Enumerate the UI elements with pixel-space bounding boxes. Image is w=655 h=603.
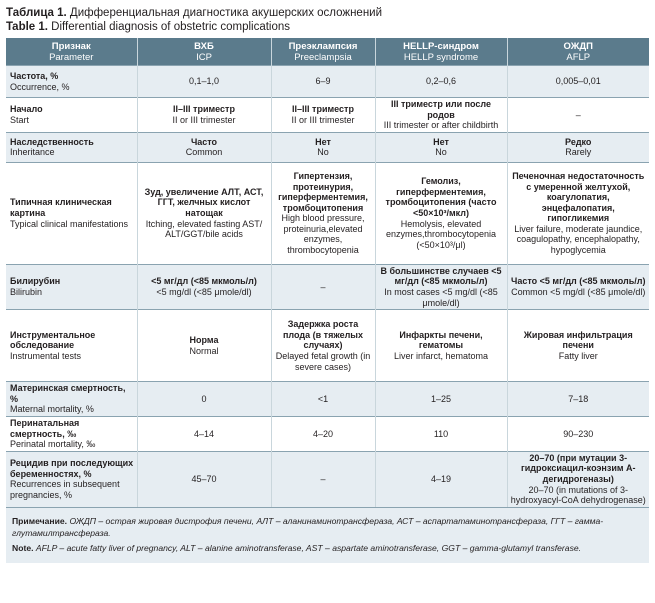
parameter-en: Bilirubin — [10, 286, 43, 297]
value-en: No — [435, 147, 447, 158]
value-cell — [271, 416, 375, 451]
column-header-ru: HELLP-синдром — [403, 40, 479, 52]
parameter-cell — [6, 264, 137, 309]
value-cell — [271, 66, 375, 98]
column-header — [6, 38, 137, 66]
title-ru — [6, 6, 649, 20]
value-en: High blood pressure, proteinuria,elevated enzymes, thrombocytopenia — [281, 213, 365, 256]
value-cell — [271, 382, 375, 417]
column-header-ru: Преэклампсия — [288, 40, 358, 52]
parameter-cell — [6, 416, 137, 451]
column-header-ru: ВХБ — [194, 40, 214, 52]
value-cell — [507, 310, 649, 382]
value-ru: 6–9 — [315, 76, 331, 87]
value-cell — [375, 132, 507, 162]
table-row — [6, 310, 649, 382]
value-ru: 0,005–0,01 — [555, 76, 601, 87]
value-ru: – — [320, 473, 326, 484]
value-cell — [271, 451, 375, 506]
value-ru: Часто — [190, 136, 218, 147]
value-cell — [137, 66, 271, 98]
value-en: Itching, elevated fasting AST/ ALT/GGT/bile acids — [145, 218, 263, 240]
note-en-label: Note. — [12, 542, 34, 553]
parameter-ru: Начало — [10, 104, 43, 115]
value-ru: 0 — [201, 393, 207, 404]
column-header-en: Parameter — [49, 51, 94, 63]
parameter-ru: Билирубин — [10, 276, 61, 287]
table-row — [6, 264, 649, 309]
value-en: In most cases <5 mg/dl (<85 μmole/dl) — [384, 286, 498, 308]
value-ru: – — [575, 109, 581, 120]
value-ru: Жировая инфильтрация печени — [523, 329, 633, 351]
value-cell — [271, 310, 375, 382]
value-cell — [271, 132, 375, 162]
value-cell — [137, 310, 271, 382]
parameter-cell — [6, 98, 137, 133]
parameter-ru: Инструментальное обследование — [10, 329, 96, 351]
parameter-ru: Наследственность — [10, 136, 94, 147]
parameter-ru: Перинатальная смертность, ‰ — [10, 417, 80, 439]
value-cell — [137, 416, 271, 451]
column-header — [137, 38, 271, 66]
value-ru: Гипертензия, протеинурия, гиперферментемия, тромбоцитопения — [278, 170, 368, 213]
value-en: Liver failure, moderate jaundice, coagulopathy, encephalopathy, hypoglycemia — [514, 223, 643, 256]
parameter-en: Occurrence, % — [10, 81, 70, 92]
parameter-cell — [6, 310, 137, 382]
table-row — [6, 382, 649, 417]
parameter-cell — [6, 66, 137, 98]
value-ru: – — [320, 281, 326, 292]
value-cell — [375, 162, 507, 264]
column-header-ru: ОЖДП — [563, 40, 593, 52]
value-en: III trimester or after childbirth — [383, 120, 499, 131]
value-cell — [375, 264, 507, 309]
parameter-cell — [6, 162, 137, 264]
value-cell — [375, 66, 507, 98]
parameter-ru: Рецидив при последующих беременностях, % — [10, 458, 134, 479]
value-ru: 1–25 — [430, 393, 452, 404]
column-header-en: ICP — [196, 51, 212, 63]
parameter-en: Maternal mortality, % — [10, 404, 94, 415]
value-cell — [507, 162, 649, 264]
title-en — [6, 20, 649, 34]
value-ru: Задержка роста плода (в тяжелых случаях) — [283, 319, 363, 351]
value-cell — [375, 451, 507, 506]
table-row — [6, 66, 649, 98]
value-en: Liver infarct, hematoma — [393, 350, 489, 361]
table-title — [6, 6, 649, 34]
value-cell — [507, 382, 649, 417]
value-ru: 90–230 — [563, 428, 594, 439]
value-ru: 4–19 — [430, 473, 452, 484]
value-en: <5 mg/dl (<85 μmole/dl) — [156, 286, 252, 297]
column-header-en: HELLP syndrome — [403, 51, 479, 63]
column-header-en: AFLP — [566, 51, 591, 63]
value-ru: 45–70 — [191, 473, 217, 484]
value-en: No — [317, 147, 329, 158]
value-cell — [271, 264, 375, 309]
value-ru: Зуд, увеличение АЛТ, АСТ, ГГТ, желчных кислот натощак — [144, 186, 264, 218]
column-header — [507, 38, 649, 66]
value-cell — [375, 416, 507, 451]
value-cell — [507, 416, 649, 451]
value-ru: 0,1–1,0 — [188, 76, 220, 87]
value-cell — [507, 98, 649, 133]
value-cell — [137, 98, 271, 133]
value-ru: 110 — [433, 428, 449, 439]
column-header-ru: Признак — [51, 40, 91, 52]
header-row — [6, 38, 649, 66]
parameter-ru: Частота, % — [10, 70, 59, 81]
value-ru: 4–20 — [312, 428, 334, 439]
note-en — [12, 542, 643, 554]
value-cell — [271, 162, 375, 264]
value-ru: 0,2–0,6 — [425, 76, 457, 87]
value-cell — [137, 264, 271, 309]
value-ru: 4–14 — [193, 428, 215, 439]
parameter-en: Recurrences in subsequent pregnancies, % — [10, 479, 120, 500]
value-cell — [137, 451, 271, 506]
parameter-cell — [6, 451, 137, 506]
parameter-en: Inheritance — [10, 147, 55, 158]
parameter-cell — [6, 132, 137, 162]
value-ru: В большинстве случаев <5 мг/дл (<85 мкмоль/л) — [380, 265, 502, 287]
column-header — [271, 38, 375, 66]
note-ru — [12, 515, 643, 539]
value-ru: III триместр или после родов — [390, 99, 492, 120]
value-ru: II–III триместр — [173, 104, 235, 115]
parameter-en: Instrumental tests — [10, 350, 82, 361]
value-cell — [137, 132, 271, 162]
table-row — [6, 416, 649, 451]
value-ru: Печеночная недостаточность с умеренной желтухой, коагулопатия, энцефалопатия, гипогликемия — [512, 170, 645, 224]
value-en: II or III trimester — [172, 114, 236, 125]
value-cell — [507, 451, 649, 506]
parameter-en: Perinatal mortality, ‰ — [10, 439, 96, 450]
table-row — [6, 132, 649, 162]
value-en: II or III trimester — [291, 114, 355, 125]
parameter-ru: Типичная клиническая картина — [10, 197, 112, 218]
value-cell — [137, 382, 271, 417]
value-en: Fatty liver — [558, 350, 598, 361]
value-en: Rarely — [565, 147, 592, 158]
note-ru-text: ОЖДП – острая жировая дистрофия печени, АЛТ – аланинаминотрансфераза, АСТ – аспартатаминотрансфераза, ГГТ – гамма-глутамилтрансфераза. — [12, 515, 604, 538]
value-cell — [507, 264, 649, 309]
value-ru: Часто <5 мг/дл (<85 мкмоль/л) — [511, 276, 646, 287]
parameter-en: Typical clinical manifestations — [10, 218, 129, 229]
value-ru: Редко — [565, 136, 592, 147]
parameter-cell — [6, 382, 137, 417]
note-ru-label: Примечание. — [12, 515, 68, 526]
value-ru: Нет — [315, 136, 331, 147]
value-ru: Норма — [189, 335, 219, 346]
value-en: Common — [185, 147, 223, 158]
note-en-text: AFLP – acute fatty liver of pregnancy, ALT – alanine aminotransferase, AST – aspartate aminotransferase, GGT – gamma-glutamyl transferase. — [35, 542, 582, 553]
value-en: 20–70 (in mutations of 3-hydroxyacyl-CoA dehydrogenase) — [510, 484, 646, 506]
value-ru: <5 мг/дл (<85 мкмоль/л) — [151, 276, 257, 287]
column-header — [375, 38, 507, 66]
value-cell — [507, 132, 649, 162]
value-cell — [375, 382, 507, 417]
table-body — [6, 66, 649, 507]
table-row — [6, 451, 649, 506]
value-en: Normal — [189, 345, 219, 356]
value-cell — [375, 310, 507, 382]
value-ru: <1 — [317, 393, 329, 404]
table-notes — [6, 507, 649, 563]
value-en: Hemolysis, elevated enzymes,thrombocytopenia (<50×10³/μl) — [385, 218, 497, 250]
value-ru: II–III триместр — [292, 104, 354, 115]
value-cell — [271, 98, 375, 133]
title-ru-number: Таблица 1. — [6, 7, 67, 19]
parameter-en: Start — [10, 114, 30, 125]
value-en: Delayed fetal growth (in severe cases) — [275, 350, 371, 372]
parameter-ru: Материнская смертность, % — [10, 383, 126, 404]
diagnosis-table — [6, 38, 649, 507]
value-ru: Инфаркты печени, гематомы — [399, 329, 483, 351]
value-cell — [137, 162, 271, 264]
column-header-en: Preeclampsia — [294, 51, 352, 63]
value-ru: 7–18 — [568, 393, 589, 404]
table-row — [6, 162, 649, 264]
value-cell — [375, 98, 507, 133]
value-ru: Гемолиз, гиперферментемия, тромбоцитопения (часто <50×10³/мкл) — [385, 176, 497, 218]
title-en-text: Differential diagnosis of obstetric complications — [51, 21, 291, 33]
table-row — [6, 98, 649, 133]
value-cell — [507, 66, 649, 98]
value-en: Common <5 mg/dl (<85 μmole/dl) — [511, 286, 646, 297]
value-ru: 20–70 (при мутации 3-гидроксиацил-коэнзим А-дегидрогеназы) — [520, 452, 636, 484]
title-ru-text: Дифференциальная диагностика акушерских осложнений — [69, 7, 383, 19]
value-ru: Нет — [433, 136, 449, 147]
title-en-number: Table 1. — [6, 21, 48, 33]
